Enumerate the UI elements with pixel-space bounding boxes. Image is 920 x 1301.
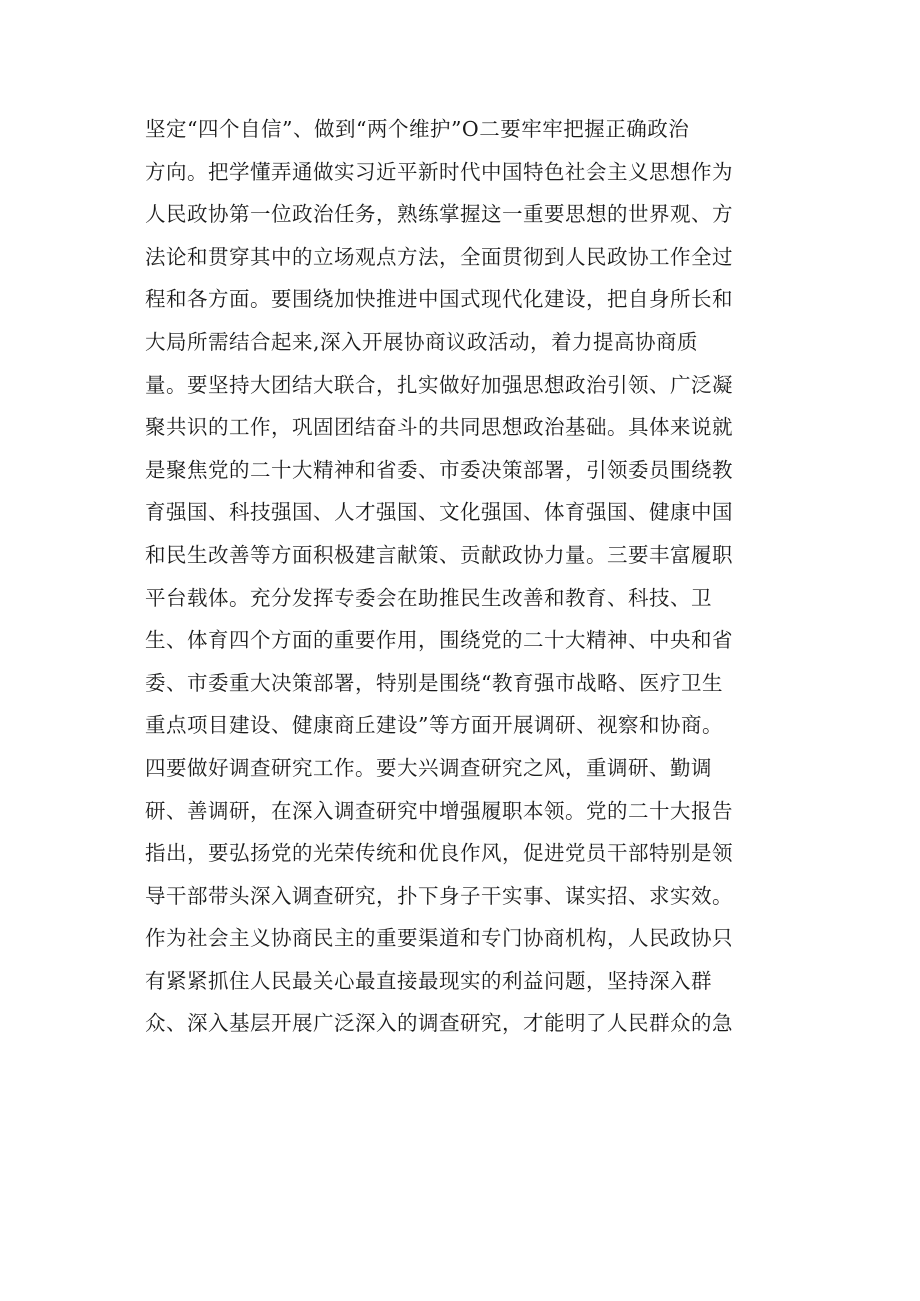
text-line-1: 坚定“四个自信”、做到“两个维护”O二要牢牢把握正确政治 <box>145 117 690 141</box>
text-line-9: 是聚焦党的二十大精神和省委、市委决策部署，引领委员围绕教 <box>145 457 733 482</box>
text-line-8: 聚共识的工作，巩固团结奋斗的共同思想政治基础。具体来说就 <box>145 415 733 440</box>
text-line-19: 导干部带头深入调查研究，扑下身子干实事、谋实招、求实效。 <box>145 883 733 908</box>
text-line-18: 指出，要弘扬党的光荣传统和优良作风，促进党员干部特别是领 <box>145 841 733 866</box>
text-line-13: 生、体育四个方面的重要作用，围绕党的二十大精神、中央和省 <box>145 628 733 653</box>
text-line-16: 四要做好调查研究工作。要大兴调查研究之风，重调研、勤调 <box>145 755 712 780</box>
text-line-3: 人民政协第一位政治任务，熟练掌握这一重要思想的世界观、方 <box>145 202 733 227</box>
text-line-21: 有紧紧抓住人民最关心最直接最现实的利益问题，坚持深入群 <box>145 968 712 993</box>
text-line-14: 委、市委重大决策部署，特别是围绕“教育强市战略、医疗卫生 <box>145 670 723 695</box>
text-line-6: 大局所需结合起来,深入开展协商议政活动，着力提高协商质 <box>145 329 699 354</box>
text-line-5: 程和各方面。要围绕加快推进中国式现代化建设，把自身所长和 <box>145 287 733 312</box>
text-line-7: 量。要坚持大团结大联合，扎实做好加强思想政治引领、广泛凝 <box>145 372 733 397</box>
text-line-20: 作为社会主义协商民主的重要渠道和专门协商机构，人民政协只 <box>145 926 733 951</box>
text-line-11: 和民生改善等方面积极建言献策、贡献政协力量。三要丰富履职 <box>145 542 733 567</box>
text-line-15: 重点项目建设、健康商丘建设”等方面开展调研、视察和协商。 <box>145 713 723 738</box>
text-line-2: 方向。把学懂弄通做实习近平新时代中国特色社会主义思想作为 <box>145 159 733 184</box>
text-line-17: 研、善调研，在深入调查研究中增强履职本领。党的二十大报告 <box>145 798 733 823</box>
text-line-4: 法论和贯穿其中的立场观点方法，全面贯彻到人民政协工作全过 <box>145 244 733 269</box>
text-line-12: 平台载体。充分发挥专委会在助推民生改善和教育、科技、卫 <box>145 585 712 610</box>
text-line-22: 众、深入基层开展广泛深入的调查研究，才能明了人民群众的急 <box>145 1011 733 1036</box>
body-text <box>145 108 795 1045</box>
text-line-10: 育强国、科技强国、人才强国、文化强国、体育强国、健康中国 <box>145 500 733 525</box>
